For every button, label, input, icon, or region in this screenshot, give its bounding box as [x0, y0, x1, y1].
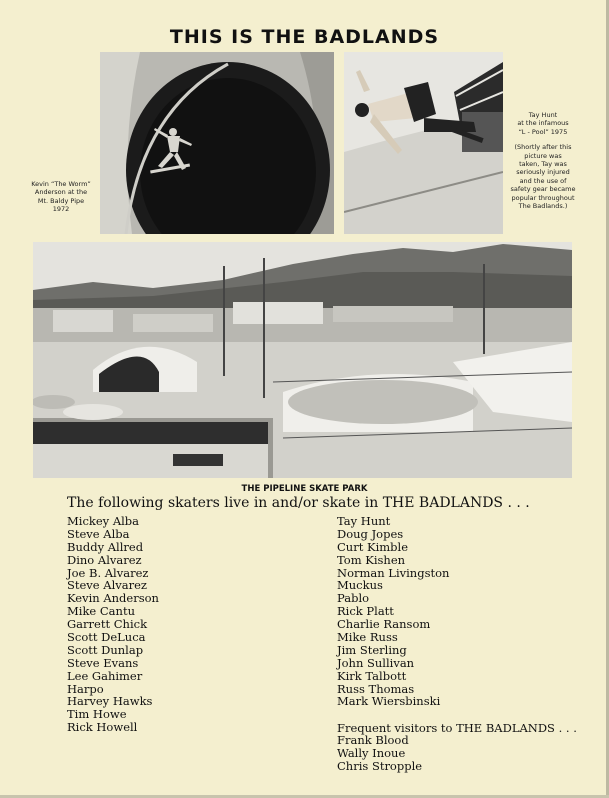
- l-pool-photo-image: [344, 52, 503, 234]
- list-item: Muckus: [337, 578, 383, 593]
- caption-note-line: and the use of: [519, 176, 567, 185]
- caption-note-line: picture was: [524, 151, 562, 160]
- list-item: Joe B. Alvarez: [67, 565, 149, 580]
- list-item: Jim Sterling: [337, 642, 407, 657]
- visitors-intro: Frequent visitors to THE BADLANDS . . .: [337, 721, 577, 735]
- page-title: THIS IS THE BADLANDS: [169, 26, 440, 48]
- caption-line: Anderson at the: [34, 188, 88, 197]
- skate-park-photo-image: [33, 242, 572, 478]
- caption-l-pool-photo: [507, 111, 579, 210]
- list-item: Mike Cantu: [67, 604, 135, 619]
- list-item: Dino Alvarez: [67, 552, 142, 567]
- list-item: Steve Alba: [67, 526, 130, 541]
- list-item: Rick Howell: [67, 720, 138, 735]
- list-item: Garrett Chick: [67, 617, 148, 632]
- list-item: Chris Stropple: [337, 758, 423, 773]
- caption-note-line: seriously injured: [516, 168, 570, 177]
- list-item: Norman Livingston: [337, 565, 450, 580]
- photo-skate-park: [33, 242, 572, 478]
- list-item: Pablo: [337, 591, 370, 606]
- list-item: Mark Wiersbinski: [337, 694, 441, 709]
- pipe-photo-image: [100, 52, 334, 234]
- list-item: Mike Russ: [337, 630, 398, 645]
- caption-line: Mt. Baldy Pipe: [37, 196, 85, 205]
- list-item: Scott DeLuca: [67, 630, 146, 645]
- caption-note-line: The Badlands.): [518, 202, 568, 211]
- list-item: Harvey Hawks: [67, 694, 153, 709]
- skater-list-right: [337, 515, 449, 708]
- list-item: Mickey Alba: [67, 514, 140, 528]
- caption-line: Kevin “The Worm”: [31, 180, 91, 188]
- list-item: John Sullivan: [337, 655, 415, 670]
- list-item: Tim Howe: [67, 707, 127, 722]
- caption-note-line: safety gear became: [510, 185, 576, 194]
- list-item: Kirk Talbott: [337, 668, 407, 683]
- caption-spacer: [507, 136, 579, 143]
- caption-line: Tay Hunt: [528, 111, 558, 119]
- list-item: Scott Dunlap: [67, 642, 144, 657]
- list-item: Rick Platt: [337, 604, 394, 619]
- visitor-list: [337, 734, 422, 773]
- list-item: Kevin Anderson: [67, 591, 159, 606]
- caption-note-line: taken, Tay was: [519, 160, 567, 169]
- list-item: Lee Gahimer: [67, 668, 143, 683]
- skater-list-left: [67, 515, 159, 734]
- skaters-intro: The following skaters live in and/or skate in THE BADLANDS . . .: [67, 495, 530, 511]
- caption-pipe-photo: [26, 180, 96, 214]
- list-item: Harpo: [67, 681, 104, 696]
- caption-line: 1972: [52, 205, 70, 214]
- caption-line: “L - Pool” 1975: [518, 127, 568, 136]
- caption-note-line: popular throughout: [511, 193, 575, 202]
- list-item: Tay Hunt: [337, 514, 391, 528]
- list-item: Doug Jopes: [337, 526, 404, 541]
- list-item: Wally Inoue: [337, 745, 406, 760]
- list-item: Curt Kimble: [337, 539, 408, 554]
- caption-line: at the infamous: [517, 119, 569, 128]
- skate-park-caption: THE PIPELINE SKATE PARK: [241, 484, 368, 494]
- list-item: Russ Thomas: [337, 681, 415, 696]
- photo-l-pool-skater: [344, 52, 503, 234]
- list-item: Steve Alvarez: [67, 578, 147, 593]
- list-item: Tom Kishen: [337, 552, 406, 567]
- list-item: Steve Evans: [67, 655, 139, 670]
- list-item: Buddy Allred: [67, 539, 144, 554]
- list-item: Frank Blood: [337, 733, 409, 747]
- photo-pipe-skater: [100, 52, 334, 234]
- caption-note-line: (Shortly after this: [514, 143, 572, 152]
- list-item: Charlie Ransom: [337, 617, 431, 632]
